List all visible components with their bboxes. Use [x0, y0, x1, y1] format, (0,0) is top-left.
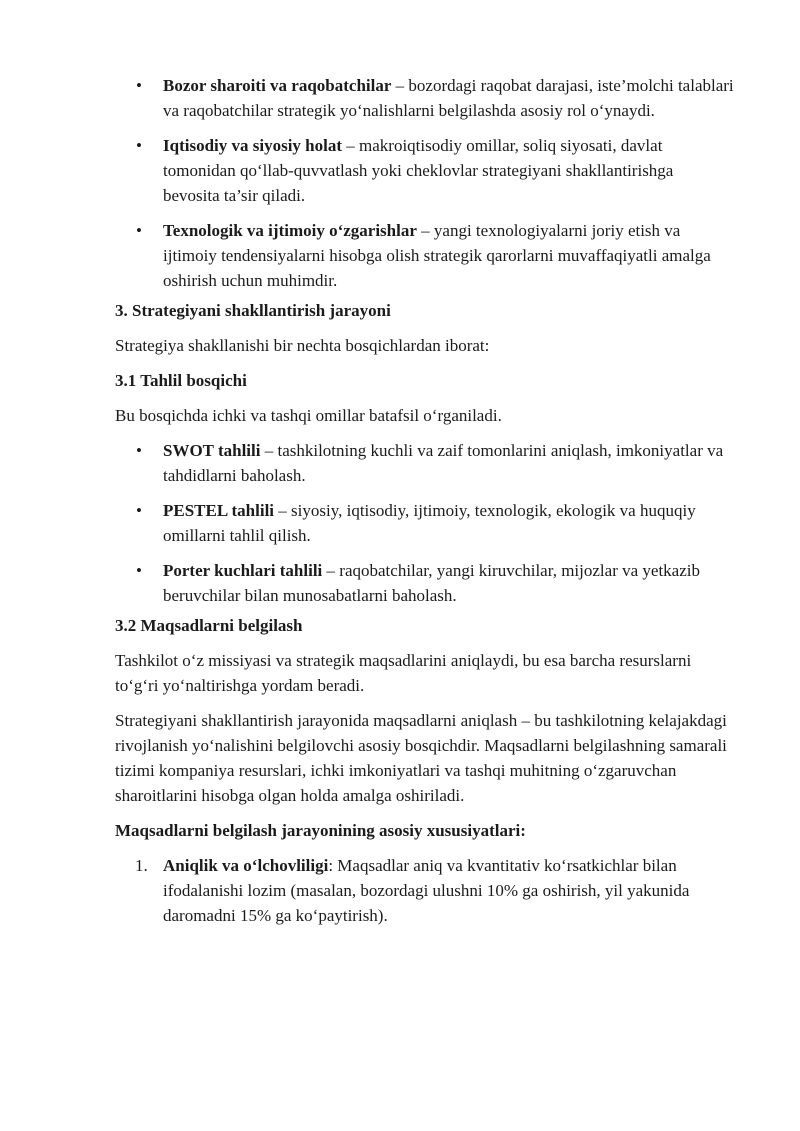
analysis-methods-list — [115, 438, 734, 608]
bullet-icon: • — [136, 441, 142, 460]
bullet-icon: • — [136, 136, 142, 155]
list-item-term: Aniqlik va o‘lchovliligi — [163, 856, 329, 875]
list-item — [115, 558, 734, 608]
list-item-text: – makroiqtisodiy omillar, soliq siyosati, davlat tomonidan qo‘llab-quvvatlash yoki cheklovlar strategiyani shakllantirishga bevosita ta’sir qiladi. — [163, 136, 674, 205]
subsection-heading: 3.2 Maqsadlarni belgilash — [115, 616, 303, 635]
list-item — [115, 498, 734, 548]
list-item-term: PESTEL tahlili — [163, 501, 275, 520]
list-item-term: Porter kuchlari tahlili — [163, 561, 323, 580]
external-factors-list — [115, 73, 734, 293]
paragraph: Bu bosqichda ichki va tashqi omillar batafsil o‘rganiladi. — [115, 406, 502, 425]
subsection-heading: 3.1 Tahlil bosqichi — [115, 371, 247, 390]
bullet-icon: • — [136, 501, 142, 520]
bullet-icon: • — [136, 76, 142, 95]
list-item-text: : Maqsadlar aniq va kvantitativ ko‘rsatkichlar bilan ifodalanishi lozim (masalan, bozordagi ulushni 10% ga oshirish, yil yakunida daromadni 15% ga ko‘paytirish). — [163, 856, 690, 925]
paragraph: Strategiyani shakllantirish jarayonida maqsadlarni aniqlash – bu tashkilotning kelajakdagi rivojlanish yo‘nalishini belgilovchi asosiy bosqichdir. Maqsadlarni belgilashning samarali tizimi kompaniya resurslari, ichki imkoniyatlari va tashqi muhitning o‘zgaruvchan sharoitlarini hisobga olgan holda amalga oshiriladi. — [115, 711, 727, 805]
list-item-number: 1. — [135, 856, 148, 875]
section-heading: 3. Strategiyani shakllantirish jarayoni — [115, 301, 391, 320]
list-item-text: – siyosiy, iqtisodiy, ijtimoiy, texnologik, ekologik va huquqiy omillarni tahlil qilish. — [163, 501, 696, 545]
paragraph: Strategiya shakllanishi bir nechta bosqichlardan iborat: — [115, 336, 490, 355]
list-item — [115, 438, 734, 488]
list-item — [115, 133, 734, 208]
list-item — [115, 73, 734, 123]
list-item-text: – yangi texnologiyalarni joriy etish va ijtimoiy tendensiyalarni hisobga olish strategik qarorlarni muvaffaqiyatli amalga oshirish uchun muhimdir. — [163, 221, 711, 290]
list-item — [115, 853, 734, 928]
bullet-icon: • — [136, 561, 142, 580]
list-item-term: SWOT tahlili — [163, 441, 261, 460]
bullet-icon: • — [136, 221, 142, 240]
list-item-term: Bozor sharoiti va raqobatchilar — [163, 76, 392, 95]
list-item — [115, 218, 734, 293]
list-item-term: Texnologik va ijtimoiy o‘zgarishlar — [163, 221, 417, 240]
features-list — [115, 853, 734, 928]
list-item-term: Iqtisodiy va siyosiy holat — [163, 136, 343, 155]
list-item-text: – raqobatchilar, yangi kiruvchilar, mijozlar va yetkazib beruvchilar bilan munosabatlarni baholash. — [163, 561, 700, 605]
list-item-text: – bozordagi raqobat darajasi, iste’molchi talablari va raqobatchilar strategik yo‘nalishlarni belgilashda asosiy rol o‘ynaydi. — [163, 76, 734, 120]
list-item-text: – tashkilotning kuchli va zaif tomonlarini aniqlash, imkoniyatlar va tahdidlarni baholash. — [163, 441, 724, 485]
features-heading: Maqsadlarni belgilash jarayonining asosiy xususiyatlari: — [115, 821, 526, 840]
paragraph: Tashkilot o‘z missiyasi va strategik maqsadlarini aniqlaydi, bu esa barcha resurslarni to‘g‘ri yo‘naltirishga yordam beradi. — [115, 651, 692, 695]
